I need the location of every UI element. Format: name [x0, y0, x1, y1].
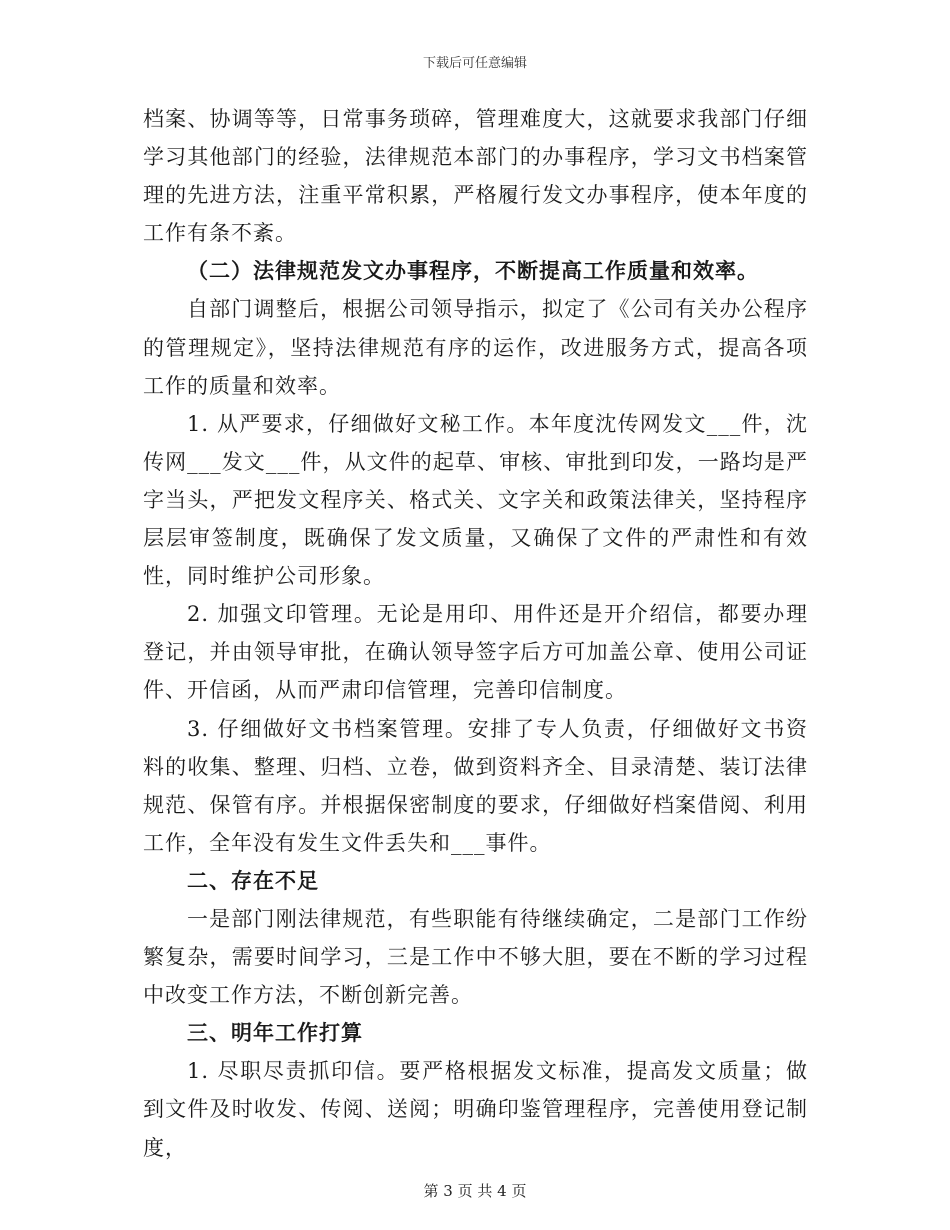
paragraph: 1. 从严要求，仔细做好文秘工作。本年度沈传网发文___件，沈传网___发文___件，从文件的起草、审核、审批到印发，一路均是严字当头，严把发文程序关、格式关、文字关和政策法律关，坚持程序层层审签制度，既确保了发文质量，又确保了文件的严肃性和有效性，同时维护公司形象。 [143, 411, 808, 589]
paragraph: 1. 尽职尽责抓印信。要严格根据发文标准，提高发文质量；做到文件及时收发、传阅、送阅；明确印鉴管理程序，完善使用登记制度， [143, 1059, 808, 1160]
paragraph: 2. 加强文印管理。无论是用印、用件还是开介绍信，都要办理登记，并由领导审批，在确认领导签字后方可加盖公章、使用公司证件、开信函，从而严肃印信管理，完善印信制度。 [143, 602, 808, 703]
document-body [143, 100, 808, 1167]
section-heading: （二）法律规范发文办事程序，不断提高工作质量和效率。 [187, 258, 759, 284]
paragraph: 档案、协调等等，日常事务琐碎，管理难度大，这就要求我部门仔细学习其他部门的经验，法律规范本部门的办事程序，学习文书档案管理的先进方法，注重平常积累，严格履行发文办事程序，使本年度的工作有条不紊。 [143, 107, 808, 246]
page-footer: 第 3 页 共 4 页 [423, 1182, 527, 1200]
page-header: 下载后可任意编辑 [422, 56, 527, 71]
paragraph: 3. 仔细做好文书档案管理。安排了专人负责，仔细做好文书资料的收集、整理、归档、立卷，做到资料齐全、目录清楚、装订法律规范、保管有序。并根据保密制度的要求，仔细做好档案借阅、利用工作，全年没有发生文件丢失和___事件。 [143, 716, 808, 855]
section-heading: 二、存在不足 [187, 867, 319, 893]
paragraph: 自部门调整后，根据公司领导指示，拟定了《公司有关办公程序的管理规定》，坚持法律规范有序的运作，改进服务方式，提高各项工作的质量和效率。 [143, 297, 808, 398]
paragraph: 一是部门刚法律规范，有些职能有待继续确定，二是部门工作纷繁复杂，需要时间学习，三是工作中不够大胆，要在不断的学习过程中改变工作方法，不断创新完善。 [143, 906, 808, 1008]
section-heading: 三、明年工作打算 [187, 1020, 363, 1046]
